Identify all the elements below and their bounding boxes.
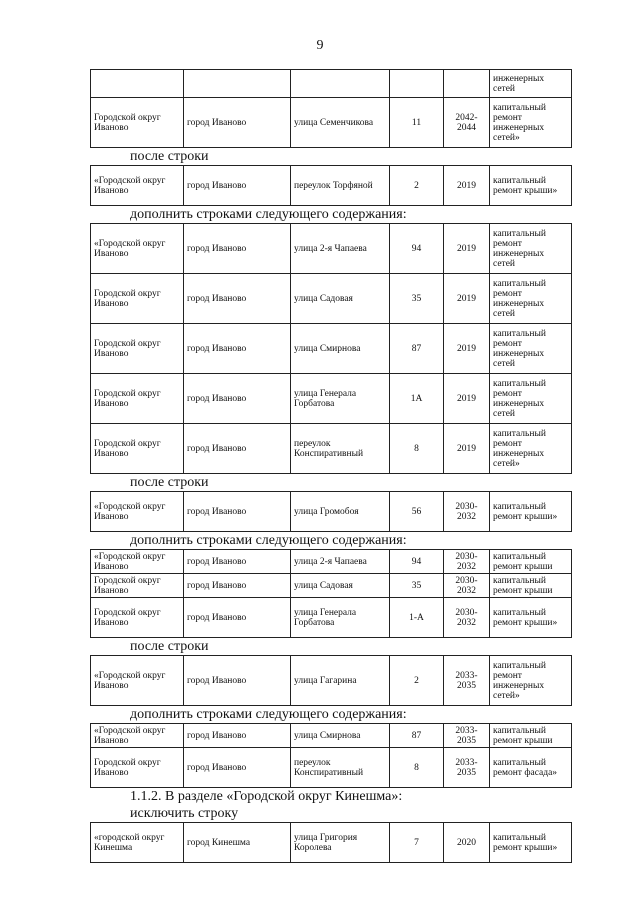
work-type-cell: капитальный ремонт инженерных сетей <box>490 324 572 374</box>
city-cell: город Иваново <box>184 724 291 748</box>
work-type-cell: капитальный ремонт крыши» <box>490 492 572 532</box>
street-cell: переулок Торфяной <box>291 166 390 206</box>
instruction-text: дополнить строками следующего содержания: <box>130 207 407 222</box>
data-table <box>90 491 572 532</box>
district-cell: «Городской округ Иваново <box>91 550 184 574</box>
table-row <box>91 574 572 598</box>
street-cell: переулок Конспиративный <box>291 748 390 788</box>
city-cell: город Кинешма <box>184 823 291 863</box>
year-cell: 2042-2044 <box>444 98 490 148</box>
year-cell: 2030-2032 <box>444 550 490 574</box>
year-cell: 2019 <box>444 224 490 274</box>
work-type-cell: капитальный ремонт инженерных сетей <box>490 274 572 324</box>
street-cell: улица Громобоя <box>291 492 390 532</box>
city-cell: город Иваново <box>184 492 291 532</box>
house-number-cell: 94 <box>390 224 444 274</box>
district-cell: «Городской округ Иваново <box>91 166 184 206</box>
street-cell: улица Григория Королева <box>291 823 390 863</box>
street-cell: улица 2-я Чапаева <box>291 224 390 274</box>
work-type-cell: капитальный ремонт крыши» <box>490 166 572 206</box>
house-number-cell: 1-А <box>390 598 444 638</box>
year-cell: 2019 <box>444 166 490 206</box>
district-cell: «городской округ Кинешма <box>91 823 184 863</box>
city-cell: город Иваново <box>184 748 291 788</box>
house-number-cell: 35 <box>390 574 444 598</box>
instruction-text: дополнить строками следующего содержания: <box>130 533 407 548</box>
street-cell: улица Садовая <box>291 574 390 598</box>
work-type-cell: капитальный ремонт инженерных сетей» <box>490 656 572 706</box>
house-number-cell: 87 <box>390 324 444 374</box>
street-cell <box>291 70 390 98</box>
year-cell: 2019 <box>444 374 490 424</box>
year-cell: 2030-2032 <box>444 492 490 532</box>
city-cell: город Иваново <box>184 598 291 638</box>
street-cell: улица Генерала Горбатова <box>291 598 390 638</box>
district-cell: Городской округ Иваново <box>91 598 184 638</box>
street-cell: улица Смирнова <box>291 324 390 374</box>
data-table <box>90 822 572 863</box>
data-table <box>90 723 572 788</box>
city-cell: город Иваново <box>184 424 291 474</box>
district-cell: Городской округ Иваново <box>91 274 184 324</box>
table-row <box>91 598 572 638</box>
street-cell: улица Смирнова <box>291 724 390 748</box>
city-cell: город Иваново <box>184 574 291 598</box>
city-cell: город Иваново <box>184 374 291 424</box>
house-number-cell: 1А <box>390 374 444 424</box>
district-cell: Городской округ Иваново <box>91 324 184 374</box>
year-cell: 2030-2032 <box>444 574 490 598</box>
city-cell: город Иваново <box>184 550 291 574</box>
year-cell: 2033-2035 <box>444 656 490 706</box>
district-cell: Городской округ Иваново <box>91 424 184 474</box>
work-type-cell: инженерных сетей <box>490 70 572 98</box>
table-row <box>91 70 572 98</box>
table-row <box>91 724 572 748</box>
work-type-cell: капитальный ремонт инженерных сетей <box>490 224 572 274</box>
work-type-cell: капитальный ремонт инженерных сетей <box>490 374 572 424</box>
data-table <box>90 549 572 638</box>
work-type-cell: капитальный ремонт крыши» <box>490 598 572 638</box>
year-cell: 2019 <box>444 274 490 324</box>
year-cell: 2030-2032 <box>444 598 490 638</box>
house-number-cell: 94 <box>390 550 444 574</box>
year-cell: 2020 <box>444 823 490 863</box>
city-cell <box>184 70 291 98</box>
instruction-text: дополнить строками следующего содержания: <box>130 707 407 722</box>
house-number-cell: 7 <box>390 823 444 863</box>
work-type-cell: капитальный ремонт крыши <box>490 574 572 598</box>
table-row <box>91 98 572 148</box>
district-cell: Городской округ Иваново <box>91 574 184 598</box>
table-row <box>91 274 572 324</box>
district-cell: Городской округ Иваново <box>91 374 184 424</box>
work-type-cell: капитальный ремонт фасада» <box>490 748 572 788</box>
district-cell: «Городской округ Иваново <box>91 656 184 706</box>
house-number-cell: 2 <box>390 166 444 206</box>
instruction-text: после строки <box>130 475 209 490</box>
house-number-cell <box>390 70 444 98</box>
district-cell: «Городской округ Иваново <box>91 224 184 274</box>
table-row <box>91 656 572 706</box>
street-cell: улица Садовая <box>291 274 390 324</box>
instruction-text: 1.1.2. В разделе «Городской округ Кинешма»: <box>130 789 403 804</box>
street-cell: улица Генерала Горбатова <box>291 374 390 424</box>
district-cell: «Городской округ Иваново <box>91 724 184 748</box>
year-cell <box>444 70 490 98</box>
document-body <box>90 69 571 863</box>
district-cell: Городской округ Иваново <box>91 98 184 148</box>
city-cell: город Иваново <box>184 166 291 206</box>
year-cell: 2033-2035 <box>444 724 490 748</box>
work-type-cell: капитальный ремонт крыши <box>490 550 572 574</box>
city-cell: город Иваново <box>184 324 291 374</box>
year-cell: 2033-2035 <box>444 748 490 788</box>
table-row <box>91 492 572 532</box>
district-cell <box>91 70 184 98</box>
city-cell: город Иваново <box>184 224 291 274</box>
data-table <box>90 223 572 474</box>
city-cell: город Иваново <box>184 274 291 324</box>
house-number-cell: 11 <box>390 98 444 148</box>
instruction-text: исключить строку <box>130 806 239 821</box>
work-type-cell: капитальный ремонт крыши <box>490 724 572 748</box>
street-cell: переулок Конспиративный <box>291 424 390 474</box>
work-type-cell: капитальный ремонт инженерных сетей» <box>490 98 572 148</box>
data-table <box>90 165 572 206</box>
street-cell: улица Гагарина <box>291 656 390 706</box>
house-number-cell: 35 <box>390 274 444 324</box>
street-cell: улица Семенчикова <box>291 98 390 148</box>
instruction-text: после строки <box>130 149 209 164</box>
city-cell: город Иваново <box>184 656 291 706</box>
street-cell: улица 2-я Чапаева <box>291 550 390 574</box>
house-number-cell: 8 <box>390 748 444 788</box>
data-table <box>90 655 572 706</box>
city-cell: город Иваново <box>184 98 291 148</box>
year-cell: 2019 <box>444 324 490 374</box>
house-number-cell: 8 <box>390 424 444 474</box>
district-cell: «Городской округ Иваново <box>91 492 184 532</box>
data-table <box>90 69 572 148</box>
instruction-text: после строки <box>130 639 209 654</box>
table-row <box>91 550 572 574</box>
house-number-cell: 56 <box>390 492 444 532</box>
page-number: 9 <box>316 38 324 53</box>
house-number-cell: 87 <box>390 724 444 748</box>
table-row <box>91 324 572 374</box>
work-type-cell: капитальный ремонт крыши» <box>490 823 572 863</box>
table-row <box>91 224 572 274</box>
district-cell: Городской округ Иваново <box>91 748 184 788</box>
table-row <box>91 424 572 474</box>
table-row <box>91 166 572 206</box>
table-row <box>91 823 572 863</box>
table-row <box>91 374 572 424</box>
work-type-cell: капитальный ремонт инженерных сетей» <box>490 424 572 474</box>
table-row <box>91 748 572 788</box>
house-number-cell: 2 <box>390 656 444 706</box>
year-cell: 2019 <box>444 424 490 474</box>
